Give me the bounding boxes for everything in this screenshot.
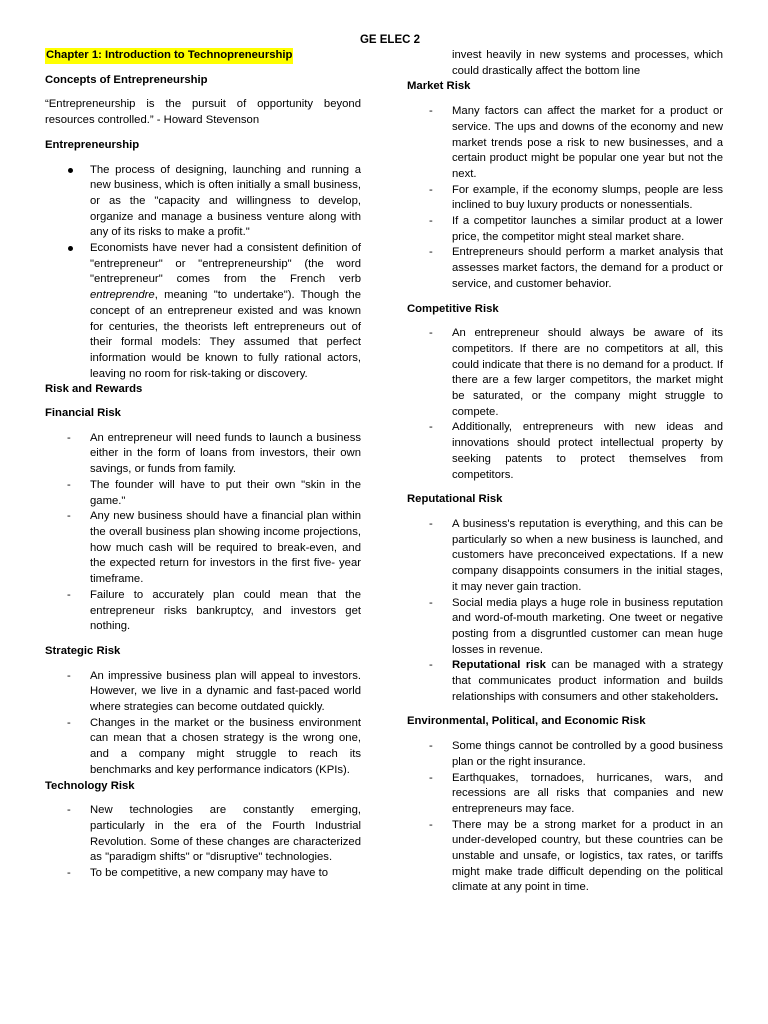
quote: “Entrepreneurship is the pursuit of opportunity beyond resources controlled.” - Howard Stevenson	[45, 98, 361, 127]
financial-risk-list	[45, 431, 361, 635]
list-item: - Some things cannot be controlled by a good business plan or the right insurance.	[407, 739, 723, 770]
list-item: - There may be a strong market for a product in an under-developed country, but these countries can be unstable and unsafe, or logistics, tax rates, or tariffs might make trade difficult depending on the political climate at any point in time.	[407, 818, 723, 897]
reputational-risk-heading: Reputational Risk	[407, 493, 503, 506]
strategic-risk-heading: Strategic Risk	[45, 644, 121, 657]
entrepreneurship-heading: Entrepreneurship	[45, 138, 140, 151]
list-item: - Many factors can affect the market for a product or service. The ups and downs of the economy and new market trends pose a risk to new businesses, and a certain product might be popular one year but not the next.	[407, 104, 723, 183]
list-item: - Additionally, entrepreneurs with new ideas and innovations should protect intellectual property by seeking patents to protect themselves from competitors.	[407, 420, 723, 483]
concepts-heading: Concepts of Entrepreneurship	[45, 73, 208, 86]
list-item-bold: Reputational risk	[452, 659, 546, 672]
environmental-risk-list	[407, 739, 723, 896]
page-header: GE ELEC 2	[359, 34, 421, 46]
right-column	[407, 48, 723, 905]
technology-continuation: invest heavily in new systems and processes, which could drastically affect the bottom line	[452, 49, 723, 77]
list-item: - To be competitive, a new company may have to	[45, 866, 361, 882]
list-item-text: Economists have never had a consistent definition of "entrepreneur" or "entrepreneurship" (the word "entrepreneur" comes from the French verb	[90, 242, 361, 286]
list-item: The process of designing, launching and running a new business, which is often initially a small business, or as the "capacity and willingness to develop, organize and manage a business venture along with any of its risks to make a profit."	[45, 163, 361, 242]
list-item: - Any new business should have a financial plan within the overall business plan showing income projections, how much cash will be required to break-even, and the expected return for investors in the first five- year timeframe.	[45, 509, 361, 588]
list-item: - New technologies are constantly emerging, particularly in the era of the Fourth Industrial Revolution. Some of these changes are characterized as "paradigm shifts" or "disruptive" technologies.	[45, 803, 361, 866]
list-item: - Failure to accurately plan could mean that the entrepreneur risks bankruptcy, and investors get nothing.	[45, 588, 361, 635]
strategic-risk-list	[45, 669, 361, 779]
list-item: - Changes in the market or the business environment can mean that a chosen strategy is the wrong one, and a company might struggle to reach its benchmarks and key performance indicators (KPIs).	[45, 716, 361, 779]
list-item	[407, 658, 723, 705]
risk-rewards-heading: Risk and Rewards	[45, 383, 143, 396]
list-item: - Earthquakes, tornadoes, hurricanes, wars, and recessions are all risks that companies and new entrepreneurs may face.	[407, 771, 723, 818]
list-item	[45, 241, 361, 382]
entrepreneurship-list	[45, 163, 361, 383]
list-item-text: can be managed with a strategy that communicates product information and builds relationships with consumers and other stakeholders	[452, 659, 723, 703]
market-risk-list	[407, 104, 723, 292]
environmental-risk-heading: Environmental, Political, and Economic Risk	[407, 715, 646, 728]
list-item: - Social media plays a huge role in business reputation and word-of-mouth marketing. One tweet or negative posting from a disgruntled customer can mean huge losses in revenue.	[407, 596, 723, 659]
market-risk-heading: Market Risk	[407, 80, 471, 93]
list-item: - The founder will have to put their own "skin in the game."	[45, 478, 361, 509]
technology-risk-list	[45, 803, 361, 882]
reputational-risk-list	[407, 517, 723, 705]
list-item: - For example, if the economy slumps, people are less inclined to buy luxury products or nonessentials.	[407, 183, 723, 214]
competitive-risk-list	[407, 326, 723, 483]
list-item-text: , meaning "to undertake"). Though the concept of an entrepreneur existed and was known for centuries, the theorists left entrepreneurs out of their formal models: They assumed that perfect information would be known to fully rational actors, leaving no room for risk-taking or discovery.	[90, 289, 361, 380]
competitive-risk-heading: Competitive Risk	[407, 302, 499, 315]
left-column	[45, 48, 361, 891]
list-item: - If a competitor launches a similar product at a lower price, the competitor might steal market share.	[407, 214, 723, 245]
list-item: - A business's reputation is everything, and this can be particularly so when a new business is launched, and customers have preconceived expectations. If a new company disappoints consumers in the initial stages, it may never gain traction.	[407, 517, 723, 596]
list-item: - An entrepreneur should always be aware of its competitors. If there are no competitors at all, this could indicate that there is no demand for a product. If there are a few larger competitors, the market might be saturated, or the company might struggle to compete.	[407, 326, 723, 420]
technology-risk-heading: Technology Risk	[45, 779, 135, 792]
list-item-italic: entreprendre	[90, 289, 155, 302]
financial-risk-heading: Financial Risk	[45, 407, 121, 420]
list-item: - An entrepreneur will need funds to launch a business either in the form of loans from investors, their own savings, or funds from family.	[45, 431, 361, 478]
list-item: - Entrepreneurs should perform a market analysis that assesses market factors, the demand for a product or service, and customer behavior.	[407, 245, 723, 292]
list-item: - An impressive business plan will appeal to investors. However, we live in a dynamic and fast-paced world where strategies can become outdated quickly.	[45, 669, 361, 716]
chapter-title: Chapter 1: Introduction to Technopreneurship	[45, 48, 293, 64]
list-item-bold-period: .	[715, 690, 719, 703]
